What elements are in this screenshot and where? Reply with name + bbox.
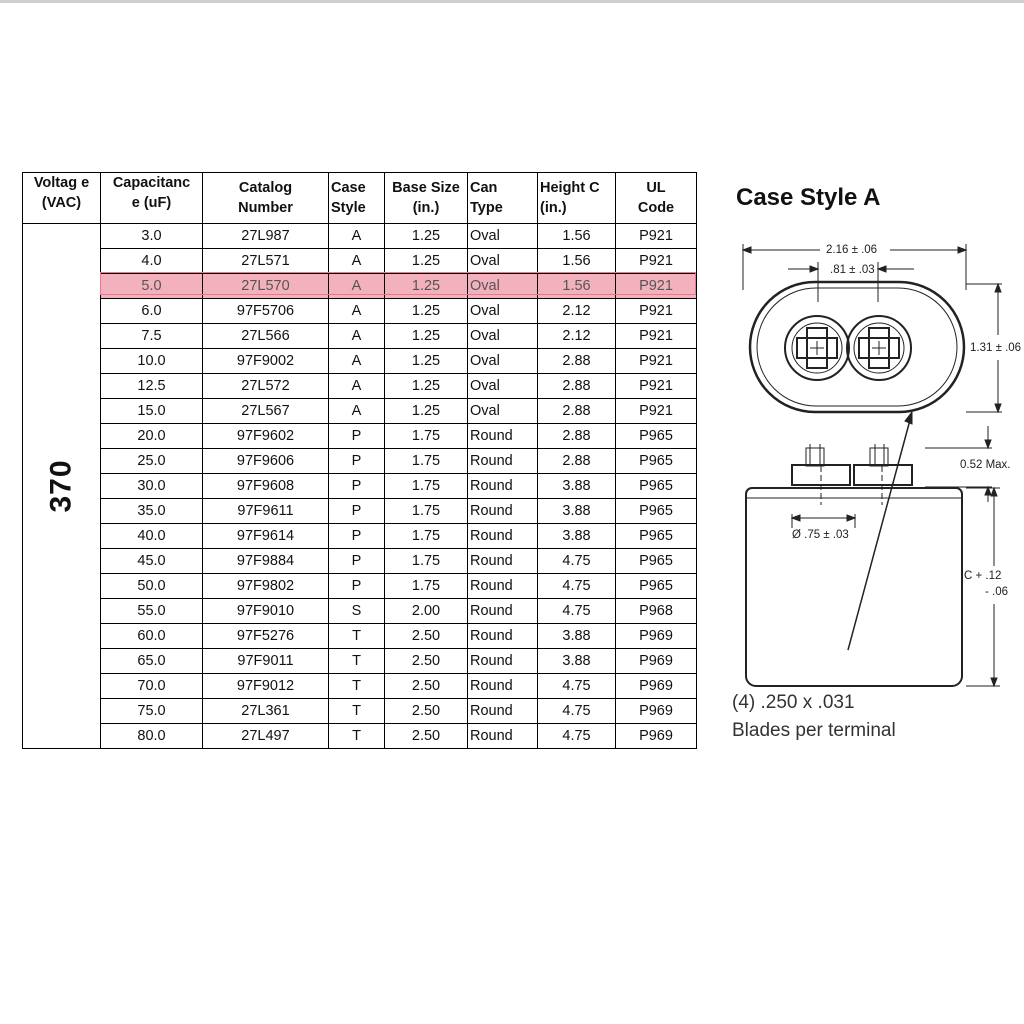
base-size-cell: 1.75 xyxy=(385,524,468,549)
catalog-number-cell: 97F9802 xyxy=(203,574,329,599)
can-type-cell: Oval xyxy=(468,349,538,374)
table-row xyxy=(23,349,697,374)
height-cell: 2.88 xyxy=(538,349,616,374)
table-row xyxy=(23,549,697,574)
height-cell: 4.75 xyxy=(538,699,616,724)
catalog-number-cell: 97F5706 xyxy=(203,299,329,324)
ul-code-cell: P965 xyxy=(616,474,697,499)
can-type-cell: Oval xyxy=(468,399,538,424)
case-style-cell: A xyxy=(329,249,385,274)
case-style-cell: T xyxy=(329,699,385,724)
capacitance-cell: 70.0 xyxy=(101,674,203,699)
base-size-cell: 1.25 xyxy=(385,224,468,249)
catalog-number-cell: 27L570 xyxy=(203,274,329,299)
height-cell: 2.88 xyxy=(538,449,616,474)
case-style-cell: T xyxy=(329,624,385,649)
can-type-cell: Round xyxy=(468,599,538,624)
can-type-cell: Round xyxy=(468,674,538,699)
ul-code-cell: P969 xyxy=(616,724,697,749)
catalog-number-cell: 27L361 xyxy=(203,699,329,724)
base-size-cell: 2.50 xyxy=(385,674,468,699)
case-style-cell: T xyxy=(329,674,385,699)
base-size-cell: 2.50 xyxy=(385,624,468,649)
ul-code-cell: P965 xyxy=(616,424,697,449)
height-cell: 4.75 xyxy=(538,599,616,624)
ul-code-cell: P921 xyxy=(616,274,697,299)
capacitance-cell: 75.0 xyxy=(101,699,203,724)
case-style-cell: P xyxy=(329,474,385,499)
height-cell: 4.75 xyxy=(538,674,616,699)
can-type-cell: Round xyxy=(468,524,538,549)
height-cell: 2.88 xyxy=(538,424,616,449)
ul-code-cell: P965 xyxy=(616,574,697,599)
catalog-number-cell: 97F9002 xyxy=(203,349,329,374)
capacitance-cell: 20.0 xyxy=(101,424,203,449)
case-style-cell: P xyxy=(329,424,385,449)
can-type-cell: Oval xyxy=(468,324,538,349)
ul-code-cell: P921 xyxy=(616,399,697,424)
table-row xyxy=(23,324,697,349)
case-style-cell: P xyxy=(329,574,385,599)
height-cell: 2.88 xyxy=(538,374,616,399)
table-row xyxy=(23,474,697,499)
can-type-cell: Oval xyxy=(468,274,538,299)
can-type-cell: Oval xyxy=(468,249,538,274)
base-size-cell: 1.75 xyxy=(385,499,468,524)
base-size-cell: 1.75 xyxy=(385,574,468,599)
capacitance-cell: 15.0 xyxy=(101,399,203,424)
capacitance-cell: 3.0 xyxy=(101,224,203,249)
height-cell: 4.75 xyxy=(538,724,616,749)
catalog-number-cell: 27L566 xyxy=(203,324,329,349)
capacitance-cell: 7.5 xyxy=(101,324,203,349)
table-row xyxy=(23,249,697,274)
can-type-cell: Round xyxy=(468,724,538,749)
height-cell: 3.88 xyxy=(538,524,616,549)
can-type-cell: Round xyxy=(468,424,538,449)
table-row xyxy=(23,599,697,624)
table-row xyxy=(23,674,697,699)
capacitance-cell: 6.0 xyxy=(101,299,203,324)
header-ul-code: UL Code xyxy=(616,173,697,224)
ul-code-cell: P969 xyxy=(616,624,697,649)
catalog-number-cell: 27L567 xyxy=(203,399,329,424)
ul-code-cell: P921 xyxy=(616,374,697,399)
header-catalog-number: Catalog Number xyxy=(203,173,329,224)
can-type-cell: Round xyxy=(468,699,538,724)
table-row xyxy=(23,299,697,324)
height-cell: 2.12 xyxy=(538,324,616,349)
capacitance-cell: 60.0 xyxy=(101,624,203,649)
can-type-cell: Oval xyxy=(468,299,538,324)
catalog-number-cell: 27L572 xyxy=(203,374,329,399)
catalog-number-cell: 97F9602 xyxy=(203,424,329,449)
height-cell: 1.56 xyxy=(538,249,616,274)
dim-height-c-minus: - .06 xyxy=(985,586,1009,598)
catalog-number-cell: 97F9611 xyxy=(203,499,329,524)
base-size-cell: 1.25 xyxy=(385,324,468,349)
ul-code-cell: P968 xyxy=(616,599,697,624)
can-type-cell: Round xyxy=(468,499,538,524)
catalog-number-cell: 97F9011 xyxy=(203,649,329,674)
base-size-cell: 2.50 xyxy=(385,649,468,674)
height-cell: 3.88 xyxy=(538,499,616,524)
capacitance-cell: 30.0 xyxy=(101,474,203,499)
base-size-cell: 1.75 xyxy=(385,449,468,474)
height-cell: 1.56 xyxy=(538,274,616,299)
blade-spec-note-2: Blades per terminal xyxy=(732,720,896,741)
case-style-cell: T xyxy=(329,724,385,749)
table-row xyxy=(23,524,697,549)
case-style-cell: T xyxy=(329,649,385,674)
case-style-cell: A xyxy=(329,324,385,349)
voltage-cell xyxy=(23,224,101,749)
can-type-cell: Oval xyxy=(468,374,538,399)
table-row xyxy=(23,449,697,474)
dim-height-c-plus: C + .12 xyxy=(964,570,1002,582)
header-height: Height C (in.) xyxy=(538,173,616,224)
catalog-number-cell: 97F9608 xyxy=(203,474,329,499)
dim-terminal-diameter: Ø .75 ± .03 xyxy=(792,529,849,541)
can-type-cell: Round xyxy=(468,449,538,474)
table-row xyxy=(23,274,697,299)
ul-code-cell: P965 xyxy=(616,549,697,574)
dim-overall-width: 2.16 ± .06 xyxy=(826,244,878,256)
capacitance-cell: 50.0 xyxy=(101,574,203,599)
height-cell: 2.12 xyxy=(538,299,616,324)
case-style-cell: A xyxy=(329,224,385,249)
height-cell: 3.88 xyxy=(538,649,616,674)
header-voltage: Voltag e (VAC) xyxy=(23,173,101,224)
ul-code-cell: P965 xyxy=(616,449,697,474)
case-style-cell: S xyxy=(329,599,385,624)
dim-terminal-spacing: .81 ± .03 xyxy=(830,264,875,276)
capacitance-cell: 35.0 xyxy=(101,499,203,524)
table-row xyxy=(23,424,697,449)
header-case-style: Case Style xyxy=(329,173,385,224)
capacitance-cell: 45.0 xyxy=(101,549,203,574)
catalog-number-cell: 97F5276 xyxy=(203,624,329,649)
ul-code-cell: P969 xyxy=(616,649,697,674)
base-size-cell: 1.25 xyxy=(385,299,468,324)
case-style-cell: A xyxy=(329,374,385,399)
capacitance-cell: 10.0 xyxy=(101,349,203,374)
ul-code-cell: P969 xyxy=(616,699,697,724)
ul-code-cell: P921 xyxy=(616,299,697,324)
catalog-number-cell: 97F9884 xyxy=(203,549,329,574)
header-capacitance: Capacitanc e (uF) xyxy=(101,173,203,224)
ul-code-cell: P921 xyxy=(616,249,697,274)
capacitance-cell: 40.0 xyxy=(101,524,203,549)
capacitance-cell: 65.0 xyxy=(101,649,203,674)
header-can-type: Can Type xyxy=(468,173,538,224)
voltage-value: 370 xyxy=(44,459,78,513)
height-cell: 2.88 xyxy=(538,399,616,424)
base-size-cell: 1.75 xyxy=(385,549,468,574)
base-size-cell: 1.25 xyxy=(385,249,468,274)
case-style-cell: P xyxy=(329,549,385,574)
case-style-cell: P xyxy=(329,524,385,549)
capacitance-cell: 25.0 xyxy=(101,449,203,474)
can-type-cell: Round xyxy=(468,549,538,574)
table-row xyxy=(23,699,697,724)
can-type-cell: Round xyxy=(468,624,538,649)
height-cell: 3.88 xyxy=(538,624,616,649)
ul-code-cell: P921 xyxy=(616,224,697,249)
height-cell: 3.88 xyxy=(538,474,616,499)
top-border xyxy=(0,0,1024,3)
base-size-cell: 2.50 xyxy=(385,699,468,724)
height-cell: 1.56 xyxy=(538,224,616,249)
catalog-number-cell: 27L497 xyxy=(203,724,329,749)
base-size-cell: 1.25 xyxy=(385,274,468,299)
capacitance-cell: 55.0 xyxy=(101,599,203,624)
table-row xyxy=(23,649,697,674)
case-style-cell: A xyxy=(329,349,385,374)
height-cell: 4.75 xyxy=(538,574,616,599)
table-row xyxy=(23,224,697,249)
ul-code-cell: P921 xyxy=(616,324,697,349)
header-base-size: Base Size (in.) xyxy=(385,173,468,224)
base-size-cell: 1.75 xyxy=(385,424,468,449)
base-size-cell: 1.25 xyxy=(385,349,468,374)
capacitance-cell: 80.0 xyxy=(101,724,203,749)
catalog-number-cell: 97F9606 xyxy=(203,449,329,474)
catalog-number-cell: 27L571 xyxy=(203,249,329,274)
ul-code-cell: P921 xyxy=(616,349,697,374)
base-size-cell: 1.25 xyxy=(385,399,468,424)
base-size-cell: 1.25 xyxy=(385,374,468,399)
dim-terminal-height: 0.52 Max. xyxy=(960,459,1011,471)
catalog-number-cell: 97F9012 xyxy=(203,674,329,699)
case-style-cell: P xyxy=(329,499,385,524)
base-size-cell: 2.50 xyxy=(385,724,468,749)
case-style-cell: P xyxy=(329,449,385,474)
ul-code-cell: P965 xyxy=(616,499,697,524)
dim-depth: 1.31 ± .06 xyxy=(970,342,1022,354)
base-size-cell: 1.75 xyxy=(385,474,468,499)
can-type-cell: Round xyxy=(468,474,538,499)
ul-code-cell: P969 xyxy=(616,674,697,699)
table-header-row xyxy=(23,173,697,224)
table-row xyxy=(23,499,697,524)
capacitance-cell: 4.0 xyxy=(101,249,203,274)
base-size-cell: 2.00 xyxy=(385,599,468,624)
height-cell: 4.75 xyxy=(538,549,616,574)
catalog-number-cell: 27L987 xyxy=(203,224,329,249)
capacitor-spec-table xyxy=(22,172,697,749)
case-style-cell: A xyxy=(329,399,385,424)
table-row xyxy=(23,399,697,424)
case-style-cell: A xyxy=(329,274,385,299)
catalog-number-cell: 97F9614 xyxy=(203,524,329,549)
table-row xyxy=(23,574,697,599)
table-row xyxy=(23,374,697,399)
case-style-cell: A xyxy=(329,299,385,324)
can-type-cell: Round xyxy=(468,649,538,674)
ul-code-cell: P965 xyxy=(616,524,697,549)
blade-spec-note: (4) .250 x .031 xyxy=(732,692,855,713)
can-type-cell: Round xyxy=(468,574,538,599)
capacitance-cell: 5.0 xyxy=(101,274,203,299)
can-type-cell: Oval xyxy=(468,224,538,249)
capacitance-cell: 12.5 xyxy=(101,374,203,399)
case-style-title: Case Style A xyxy=(736,184,881,211)
catalog-number-cell: 97F9010 xyxy=(203,599,329,624)
table-row xyxy=(23,624,697,649)
table-row xyxy=(23,724,697,749)
